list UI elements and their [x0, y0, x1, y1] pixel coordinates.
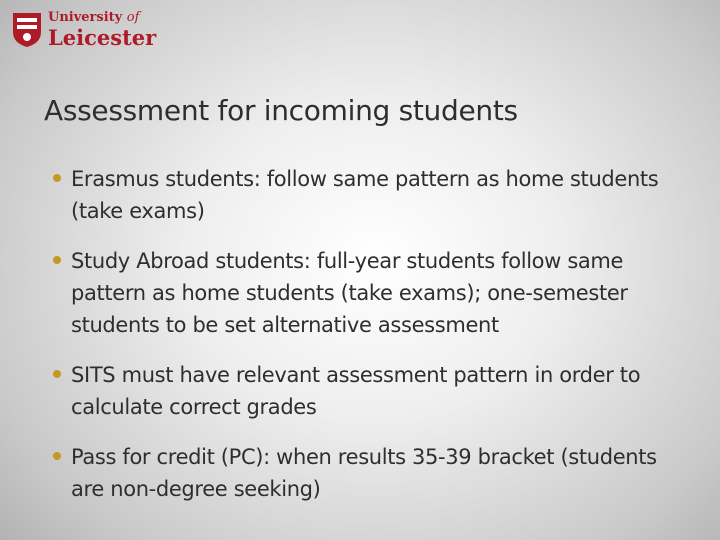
bullet-dot-icon: [53, 370, 61, 378]
bullet-item: [52, 359, 687, 423]
bullet-text: Study Abroad students: full-year students follow same pattern as home students (take exams); one-semester students to be set alternative assessment: [71, 249, 628, 337]
crest-icon: [12, 12, 42, 48]
bullet-item: [52, 163, 687, 227]
bullet-text: SITS must have relevant assessment pattern in order to calculate correct grades: [71, 363, 641, 419]
bullet-text: Erasmus students: follow same pattern as home students (take exams): [71, 167, 659, 223]
slide-title: Assessment for incoming students: [44, 94, 518, 127]
bullet-list: [52, 163, 687, 523]
bullet-text: Pass for credit (PC): when results 35-39 bracket (students are non-degree seeking): [71, 445, 657, 501]
bullet-dot-icon: [53, 256, 61, 264]
logo-wordmark: [48, 10, 156, 50]
logo-line-2: Leicester: [48, 25, 157, 50]
logo-line-1: University of: [48, 10, 140, 25]
bullet-dot-icon: [53, 452, 61, 460]
bullet-dot-icon: [53, 174, 61, 182]
bullet-item: [52, 441, 687, 505]
bullet-item: [52, 245, 687, 341]
